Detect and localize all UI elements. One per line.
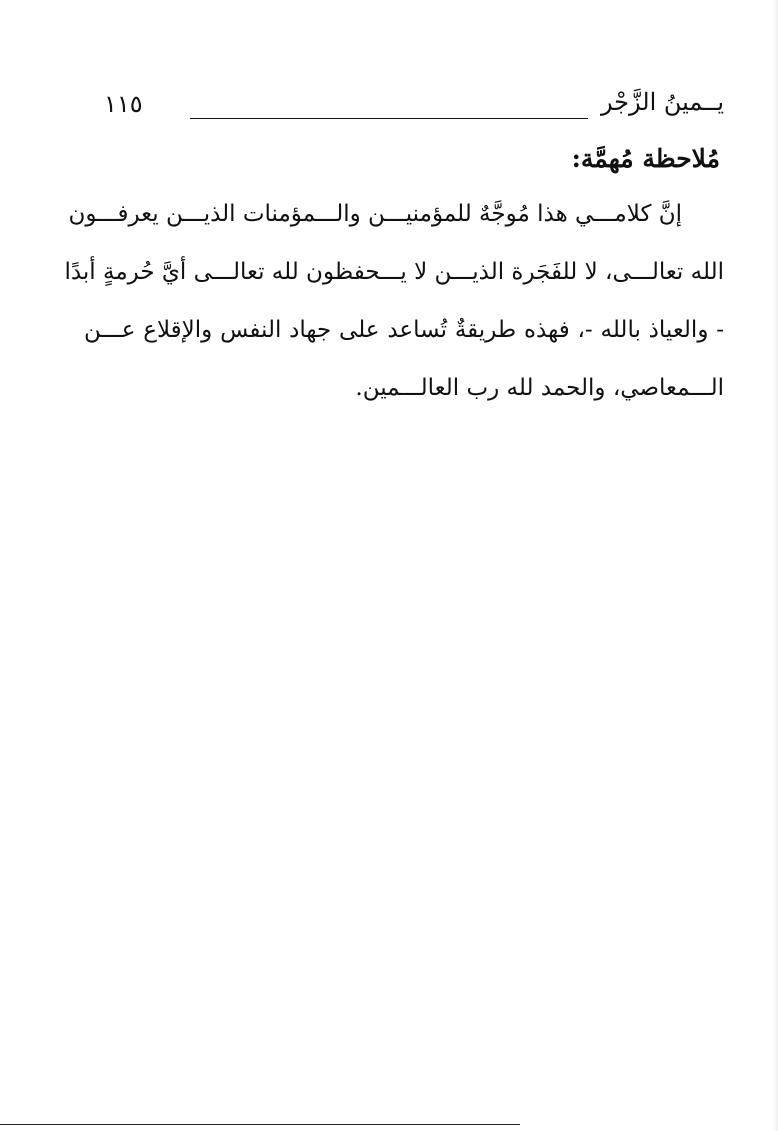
scan-bottom-edge (0, 1124, 520, 1125)
note-heading: مُلاحظة مُهمَّة: (571, 144, 720, 173)
body-line-1: إنَّ كلامـــي هذا مُوجَّهٌ للمؤمنيـــن والـــمؤمنات الذيـــن يعرفـــون (68, 201, 682, 227)
page-header (84, 86, 724, 126)
note-body (64, 190, 724, 422)
running-title: يــمينُ الزَّجْر (600, 88, 724, 116)
body-line-3: - والعياذ بالله -، فهذه طريقةٌ تُساعد على جهاد النفس والإقلاع عـــن (84, 317, 724, 343)
body-line-4: الـــمعاصي، والحمد لله رب العالـــمين. (355, 375, 724, 401)
page-number: ١١٥ (104, 90, 143, 118)
page-edge-shadow (772, 0, 778, 1131)
body-line-2: الله تعالـــى، لا للفَجَرة الذيـــن لا يـــحفظون لله تعالـــى أيَّ حُرمةٍ أبدًا (64, 259, 724, 285)
header-rule (190, 118, 588, 119)
